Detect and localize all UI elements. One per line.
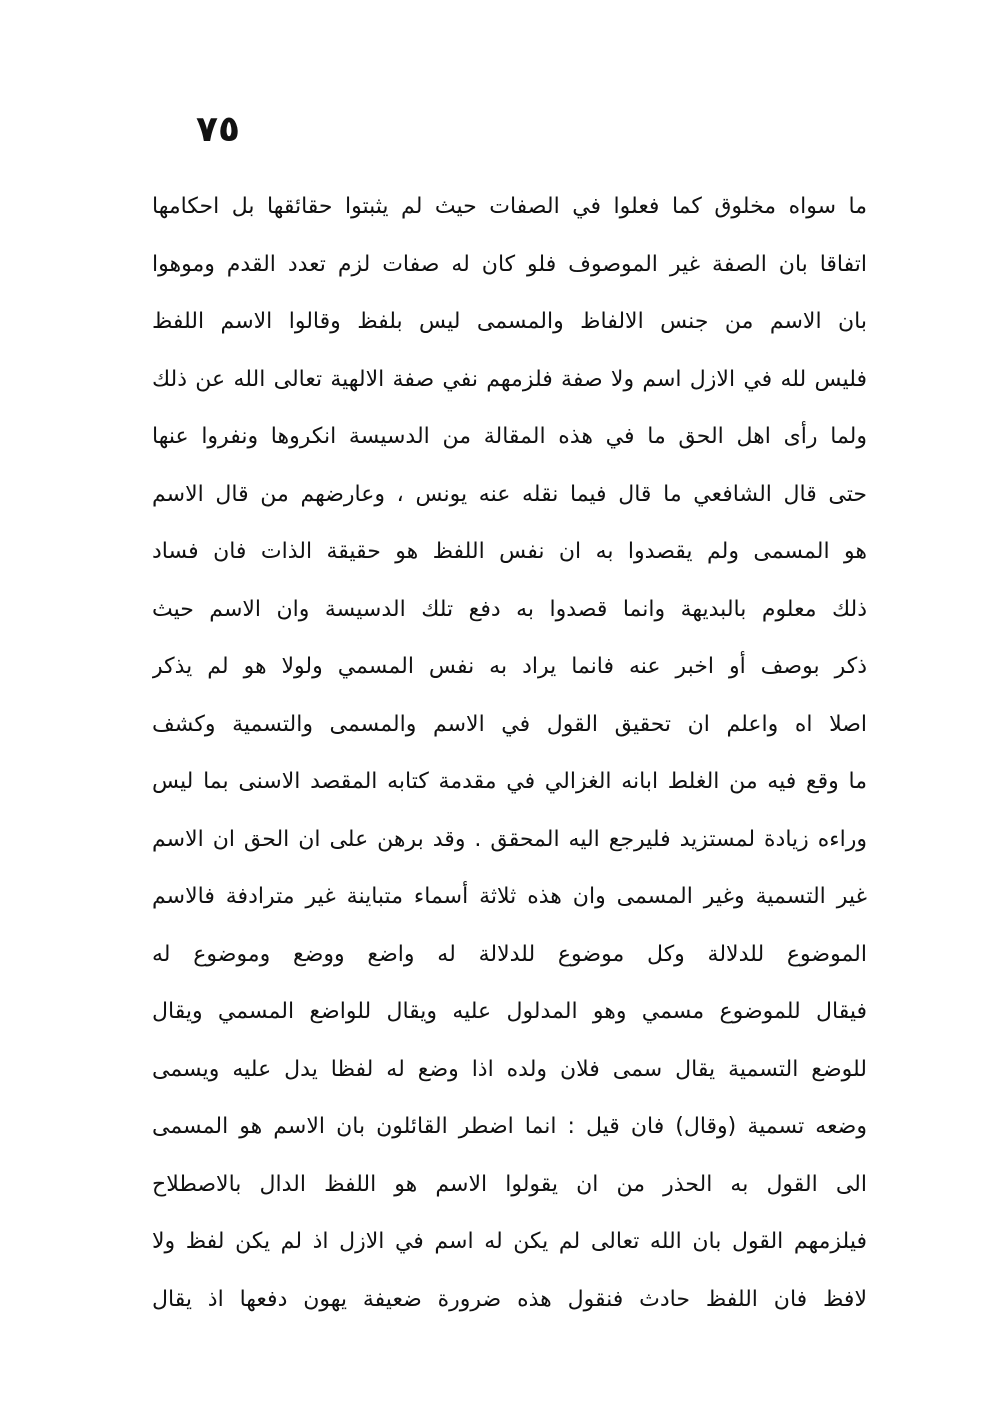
text-line: ما وقع فيه من الغلط ابانه الغزالي في مقدمة كتابه المقصد الاسنى بما ليس — [152, 769, 867, 794]
text-line: وضعه تسمية (وقال) فان قيل : انما اضطر القائلون بان الاسم هو المسمى — [152, 1114, 867, 1139]
text-line: غير التسمية وغير المسمى وان هذه ثلاثة أسماء متباينة غير مترادفة فالاسم — [152, 884, 867, 909]
text-line: ذكر بوصف أو اخبر عنه فانما يراد به نفس المسمي ولولا هو لم يذكر — [152, 654, 867, 679]
text-line: فيلزمهم القول بان الله تعالى لم يكن له اسم في الازل اذ لم يكن لفظ ولا — [152, 1229, 867, 1254]
page-number: ٧٥ — [196, 109, 240, 150]
text-line: وراءه زيادة لمستزيد فليرجع اليه المحقق . وقد برهن على ان الحق ان الاسم — [152, 826, 867, 852]
text-line: اصلا اه واعلم ان تحقيق القول في الاسم والمسمى والتسمية وكشف — [152, 711, 867, 737]
text-line: حتى قال الشافعي ما قال فيما نقله عنه يونس ، وعارضهم من قال الاسم — [152, 481, 867, 507]
text-line: فيقال للموضوع مسمي وهو المدلول عليه ويقال للواضع المسمي ويقال — [152, 999, 867, 1024]
body-text — [152, 178, 867, 1328]
text-line: الى القول به الحذر من ان يقولوا الاسم هو اللفظ الدال بالاصطلاح — [152, 1171, 867, 1197]
text-line: فليس لله في الازل اسم ولا صفة فلزمهم نفي صفة الالهية تعالى الله عن ذلك — [152, 366, 867, 392]
text-line: ذلك معلوم بالبديهة وانما قصدوا به دفع تلك الدسيسة وان الاسم حيث — [152, 596, 867, 622]
text-line: للوضع التسمية يقال سمى فلان ولده اذا وضع له لفظا يدل عليه ويسمى — [152, 1056, 867, 1082]
text-line: هو المسمى ولم يقصدوا به ان نفس اللفظ هو حقيقة الذات فان فساد — [152, 539, 867, 564]
text-line: اتفاقا بان الصفة غير الموصوف فلو كان له صفات لزم تعدد القدم وموهوا — [152, 251, 867, 277]
text-line: ولما رأى اهل الحق ما في هذه المقالة من الدسيسة انكروها ونفروا عنها — [152, 424, 867, 449]
text-line: ما سواه مخلوق كما فعلوا في الصفات حيث لم يثبتوا حقائقها بل احكامها — [152, 194, 867, 219]
text-line: لافظ فان اللفظ حادث فنقول هذه ضرورة ضعيفة يهون دفعها اذ يقال — [152, 1286, 867, 1312]
text-line: بان الاسم من جنس الالفاظ والمسمى ليس بلفظ وقالوا الاسم اللفظ — [152, 309, 867, 334]
text-line: الموضوع للدلالة وكل موضوع للدلالة له واضع ووضع وموضوع له — [152, 941, 867, 967]
